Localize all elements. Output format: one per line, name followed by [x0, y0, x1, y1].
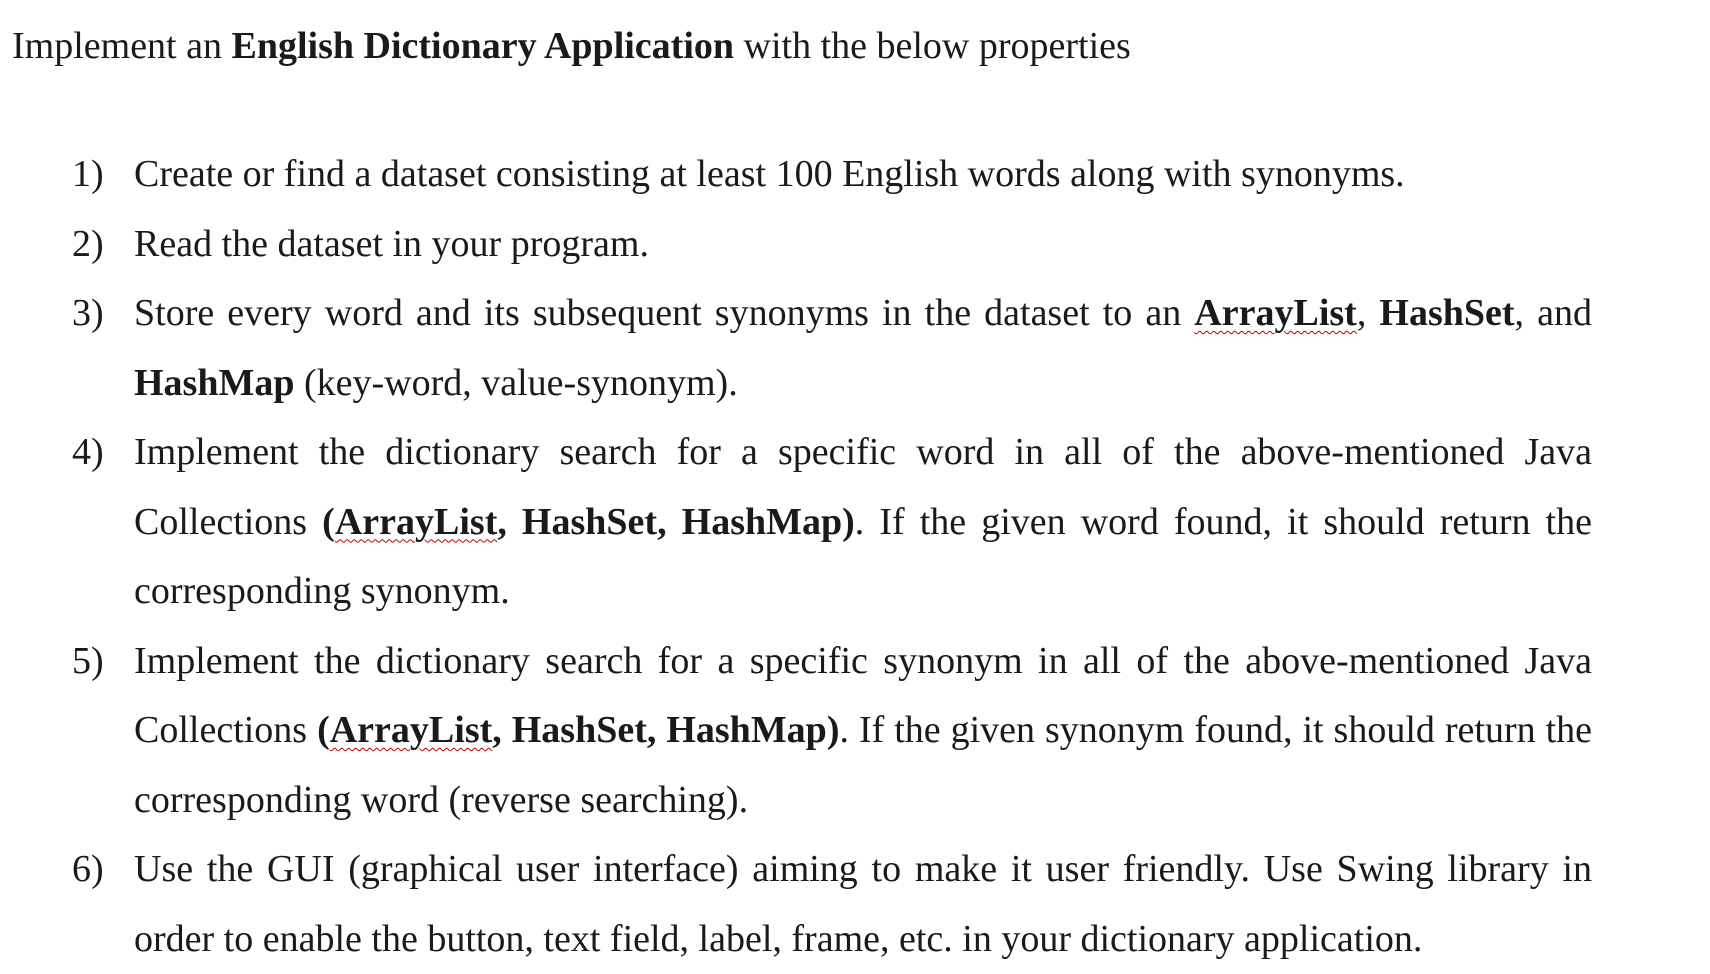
intro-suffix: with the below properties	[734, 25, 1131, 67]
list-item-5	[72, 627, 1592, 836]
item-text-pre: Implement the dictionary search for a specific word in all of the above-mentioned Java Collections	[134, 431, 1592, 543]
arraylist-term: ArrayList	[334, 500, 498, 543]
item-text-sep: ,	[1356, 292, 1380, 334]
intro-line	[12, 24, 1131, 70]
requirements-list	[72, 140, 1592, 974]
collections-rest: , HashSet, HashMap)	[497, 500, 855, 543]
item-text: Read the dataset in your program.	[134, 222, 649, 265]
arraylist-term: ArrayList	[1194, 292, 1357, 334]
item-number: 6)	[72, 848, 104, 890]
item-text-post: (key-word, value-synonym).	[294, 361, 738, 404]
item-text-sep: , and	[1514, 292, 1592, 334]
list-item-6	[72, 835, 1592, 974]
collections-open-paren: (	[317, 709, 330, 751]
collections-rest: , HashSet, HashMap)	[492, 709, 840, 751]
hashmap-term: HashMap	[134, 361, 295, 404]
collections-open-paren: (	[322, 500, 335, 543]
item-number: 1)	[72, 153, 104, 195]
item-number: 2)	[72, 222, 104, 265]
list-item-3	[72, 279, 1592, 418]
item-text: Create or find a dataset consisting at least 100 English words along with synonyms.	[134, 153, 1405, 195]
item-number: 5)	[72, 639, 104, 682]
item-text-post: . If the given word found, it should return the corresponding synonym.	[134, 500, 1592, 612]
intro-prefix: Implement an	[12, 25, 232, 67]
item-text-pre: Store every word and its subsequent synonyms in the dataset to an	[134, 292, 1195, 334]
item-number: 3)	[72, 292, 104, 334]
list-item-2	[72, 210, 1592, 280]
list-item-4	[72, 418, 1592, 627]
item-text-pre: Implement the dictionary search for a specific synonym in all of the above-mentioned Java Collections	[134, 639, 1592, 751]
arraylist-term: ArrayList	[329, 709, 493, 751]
item-text: Use the GUI (graphical user interface) aiming to make it user friendly. Use Swing library in order to enable the button, text field, label, frame, etc. in your dictionary application.	[134, 848, 1592, 960]
item-text-post: . If the given synonym found, it should return the corresponding word (reverse searching).	[134, 709, 1592, 821]
list-item-1	[72, 140, 1592, 210]
app-name: English Dictionary Application	[231, 25, 735, 67]
hashset-term: HashSet	[1379, 292, 1515, 334]
item-number: 4)	[72, 431, 104, 473]
